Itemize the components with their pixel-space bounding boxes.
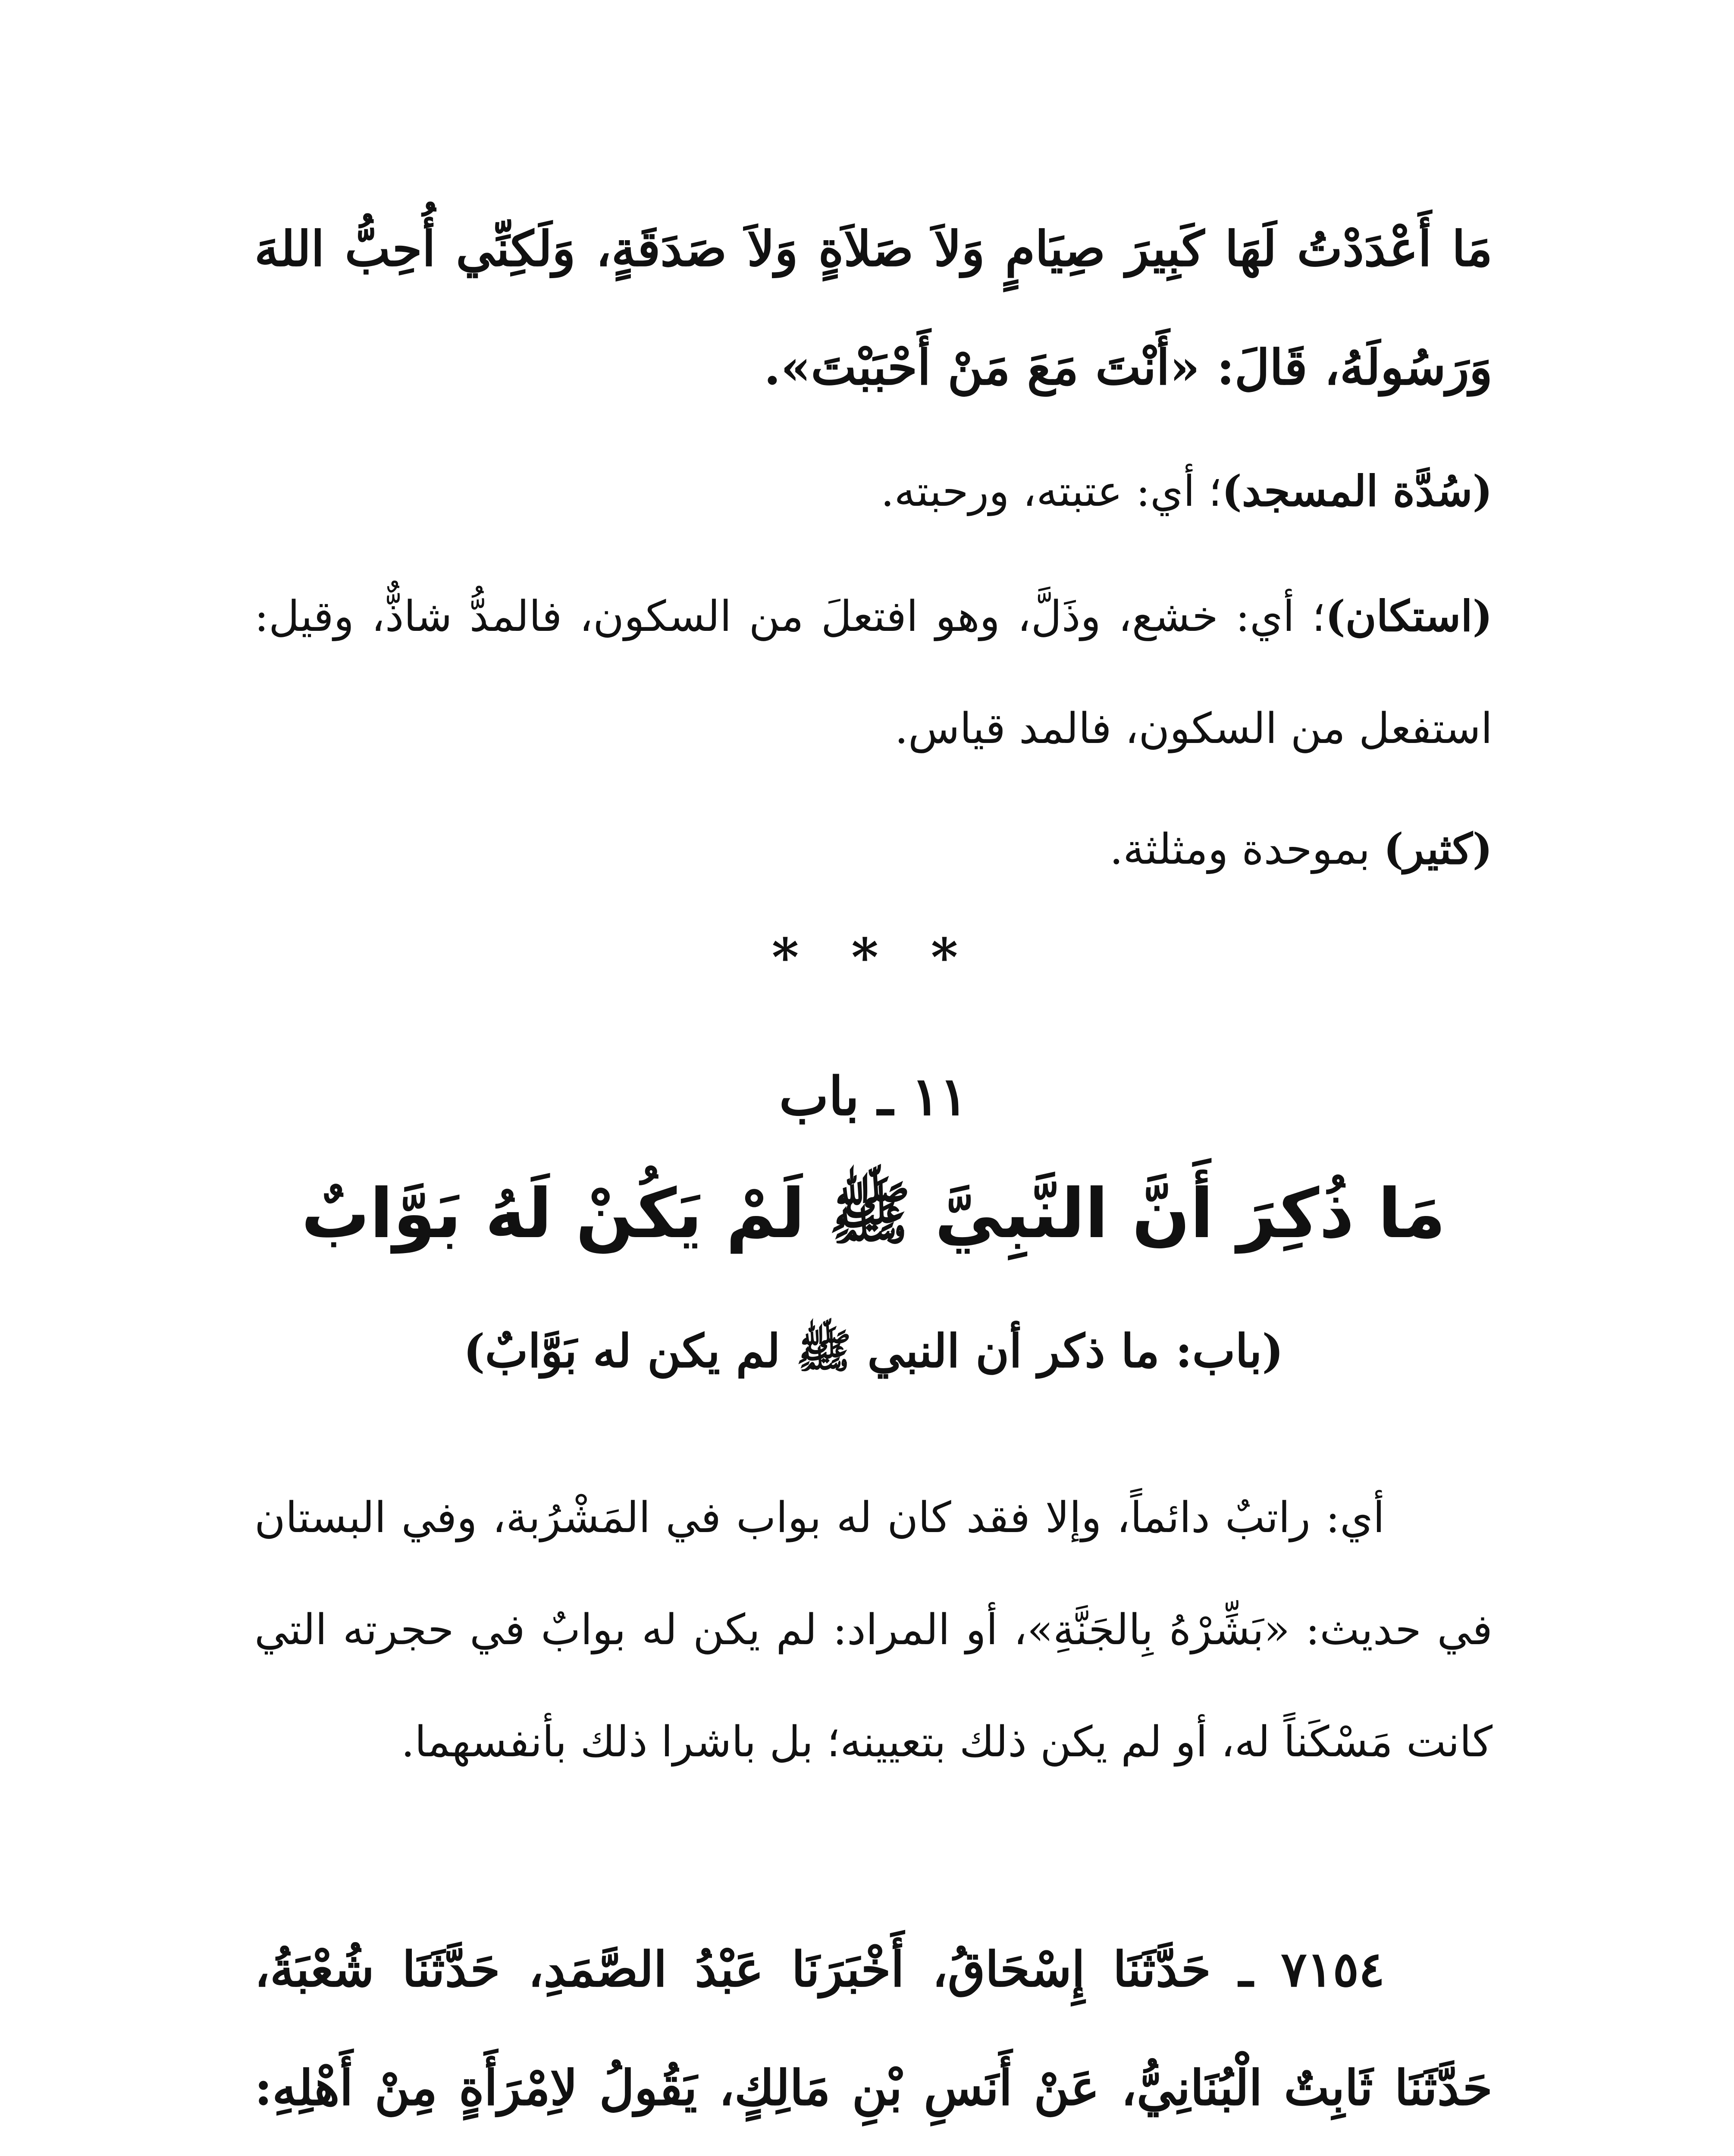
hadith-paragraph: ٧١٥٤ ـ حَدَّثَنَا إِسْحَاقُ، أَخْبَرَنَا عَبْدُ الصَّمَدِ، حَدَّثَنَا شُعْبَةُ، حَدَّثَنَا ثَابِتٌ الْبُنَانِيُّ، عَنْ أَنَسِ بْنِ مَالِكٍ، يَقُولُ لاِمْرَأَةٍ مِنْ أَهْلِهِ: xyxy=(254,1941,1493,2116)
chapter-title: مَا ذُكِرَ أَنَّ النَّبِيَّ ﷺ لَمْ يَكُنْ لَهُ بَوَّابٌ xyxy=(301,1174,1446,1253)
note-term: (سُدَّة المسجد) xyxy=(1222,467,1493,516)
note-term: (استكان) xyxy=(1325,592,1493,641)
section-separator: * * * xyxy=(771,927,975,988)
note-term: (كثير) xyxy=(1383,824,1493,874)
note-kathir xyxy=(254,793,1493,906)
page-content xyxy=(254,0,1493,2156)
chapter-number: ١١ ـ باب xyxy=(779,1065,968,1127)
note-text: ؛ أي: عتبته، ورحبته. xyxy=(881,467,1222,516)
commentary-paragraph: أي: راتبٌ دائماً، وإلا فقد كان له بواب في المَشْرُبة، وفي البستان في حديث: «بَشِّرْهُ بِالجَنَّةِ»، أو المراد: لم يكن له بوابٌ في حجرته التي كانت مَسْكَناً له، أو لم يكن ذلك بتعيينه؛ بل باشرا ذلك بأنفسهما. xyxy=(254,1493,1493,1767)
note-text: ؛ أي: خشع، وذَلَّ، وهو افتعلَ من السكون، فالمدُّ شاذٌّ، وقيل: استفعل من السكون، فالمد قياس. xyxy=(254,592,1493,753)
note-istakana xyxy=(254,561,1493,785)
note-text: بموحدة ومثلثة. xyxy=(1110,825,1384,874)
chapter-subtitle: (باب: ما ذكر أن النبي ﷺ لم يكن له بَوَّابٌ) xyxy=(463,1324,1284,1378)
hadith-ending-text: مَا أَعْدَدْتُ لَهَا كَبِيرَ صِيَامٍ وَلاَ صَلاَةٍ وَلاَ صَدَقَةٍ، وَلَكِنِّي أُحِبُّ اللهَ وَرَسُولَهُ، قَالَ: «أَنْتَ مَعَ مَنْ أَحْبَبْتَ». xyxy=(254,221,1493,396)
note-sudda xyxy=(254,436,1493,548)
